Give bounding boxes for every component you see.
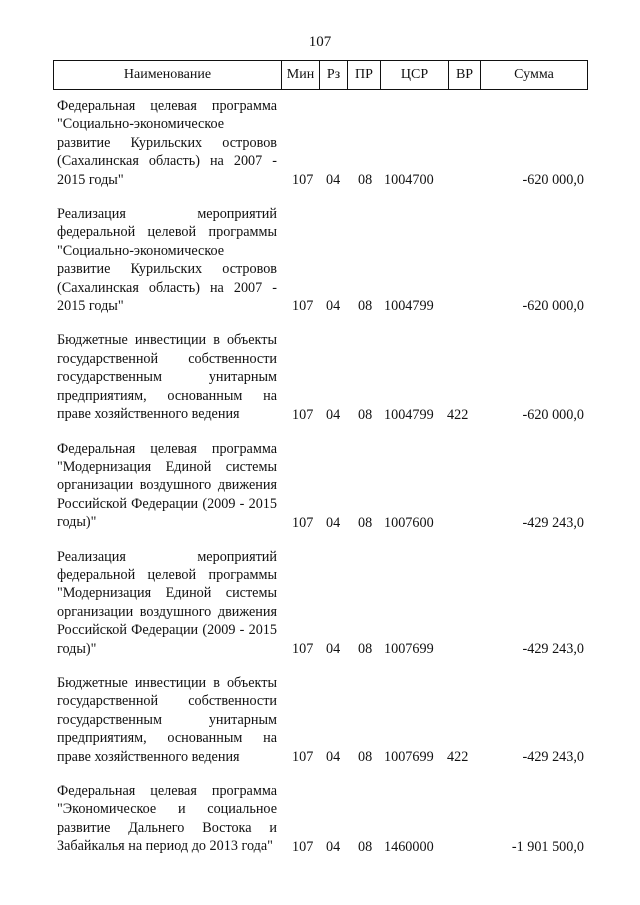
header-vr: ВР	[449, 61, 481, 90]
row-name: Федеральная целевая программа "Социально-экономическое развитие Курильских островов (Сахалинская область) на 2007 - 2015 годы"	[57, 98, 277, 188]
row-name: Бюджетные инвестиции в объекты государственной собственности государственным унитарным предприятиям, основанным на праве хозяйственного ведения	[57, 674, 277, 765]
row-csr: 1004799	[384, 298, 434, 315]
row-rz: 04	[326, 514, 341, 531]
row-name: Бюджетные инвестиции в объекты государственной собственности государственным унитарным предприятиям, основанным на праве хозяйственного ведения	[57, 332, 277, 423]
row-rz: 04	[326, 640, 341, 657]
row-rz: 04	[326, 838, 341, 855]
table-row	[0, 97, 640, 189]
row-pr: 08	[358, 749, 373, 765]
row-csr: 1004799	[384, 406, 434, 423]
header-rz: Рз	[320, 61, 348, 90]
row-pr: 08	[358, 640, 373, 657]
row-rz: 04	[326, 749, 341, 765]
table-row	[0, 674, 640, 766]
table-row	[0, 331, 640, 423]
table-row	[0, 782, 640, 856]
row-sum: -429 243,0	[522, 749, 584, 765]
row-rz: 04	[326, 172, 341, 189]
row-min: 107	[292, 640, 314, 657]
header-csr: ЦСР	[381, 61, 449, 90]
row-vr: 422	[447, 749, 469, 765]
row-pr: 08	[358, 298, 373, 315]
row-csr: 1007699	[384, 749, 434, 765]
row-sum: -620 000,0	[522, 298, 584, 315]
table-row	[0, 205, 640, 315]
row-sum: -429 243,0	[522, 514, 584, 531]
page-number: 107	[308, 34, 332, 50]
row-name: Федеральная целевая программа "Модернизация Единой системы организации воздушного движения Российской Федерации (2009 - 2015 годы)"	[57, 440, 277, 531]
row-sum: -620 000,0	[522, 172, 584, 189]
row-pr: 08	[358, 172, 373, 189]
row-min: 107	[292, 514, 314, 531]
table-row	[0, 548, 640, 658]
row-min: 107	[292, 406, 314, 423]
table-body	[0, 97, 640, 856]
row-csr: 1460000	[384, 838, 434, 855]
row-sum: -429 243,0	[522, 640, 584, 657]
row-name: Реализация мероприятий федеральной целевой программы "Социально-экономическое развитие Курильских островов (Сахалинская область) на 2007 - 2015 годы"	[57, 206, 277, 315]
header-sum: Сумма	[481, 61, 588, 90]
row-pr: 08	[358, 406, 373, 423]
row-name: Реализация мероприятий федеральной целевой программы "Модернизация Единой системы организации воздушного движения Российской Федерации (2009 - 2015 годы)"	[57, 548, 277, 657]
row-min: 107	[292, 838, 314, 855]
row-rz: 04	[326, 298, 341, 315]
row-csr: 1007600	[384, 514, 434, 531]
row-pr: 08	[358, 838, 373, 855]
header-min: Мин	[282, 61, 320, 90]
row-name: Федеральная целевая программа "Экономическое и социальное развитие Дальнего Востока и Забайкалья на период до 2013 года"	[57, 783, 277, 855]
row-csr: 1004700	[384, 172, 434, 189]
header-pr: ПР	[348, 61, 381, 90]
row-min: 107	[292, 298, 314, 315]
table-row	[0, 440, 640, 532]
table-header	[53, 60, 588, 90]
row-rz: 04	[326, 406, 341, 423]
row-min: 107	[292, 172, 314, 189]
row-vr: 422	[447, 406, 469, 423]
row-min: 107	[292, 749, 314, 765]
header-name: Наименование	[54, 61, 282, 90]
row-pr: 08	[358, 514, 373, 531]
row-sum: -1 901 500,0	[511, 838, 584, 855]
row-sum: -620 000,0	[522, 406, 584, 423]
row-csr: 1007699	[384, 640, 434, 657]
